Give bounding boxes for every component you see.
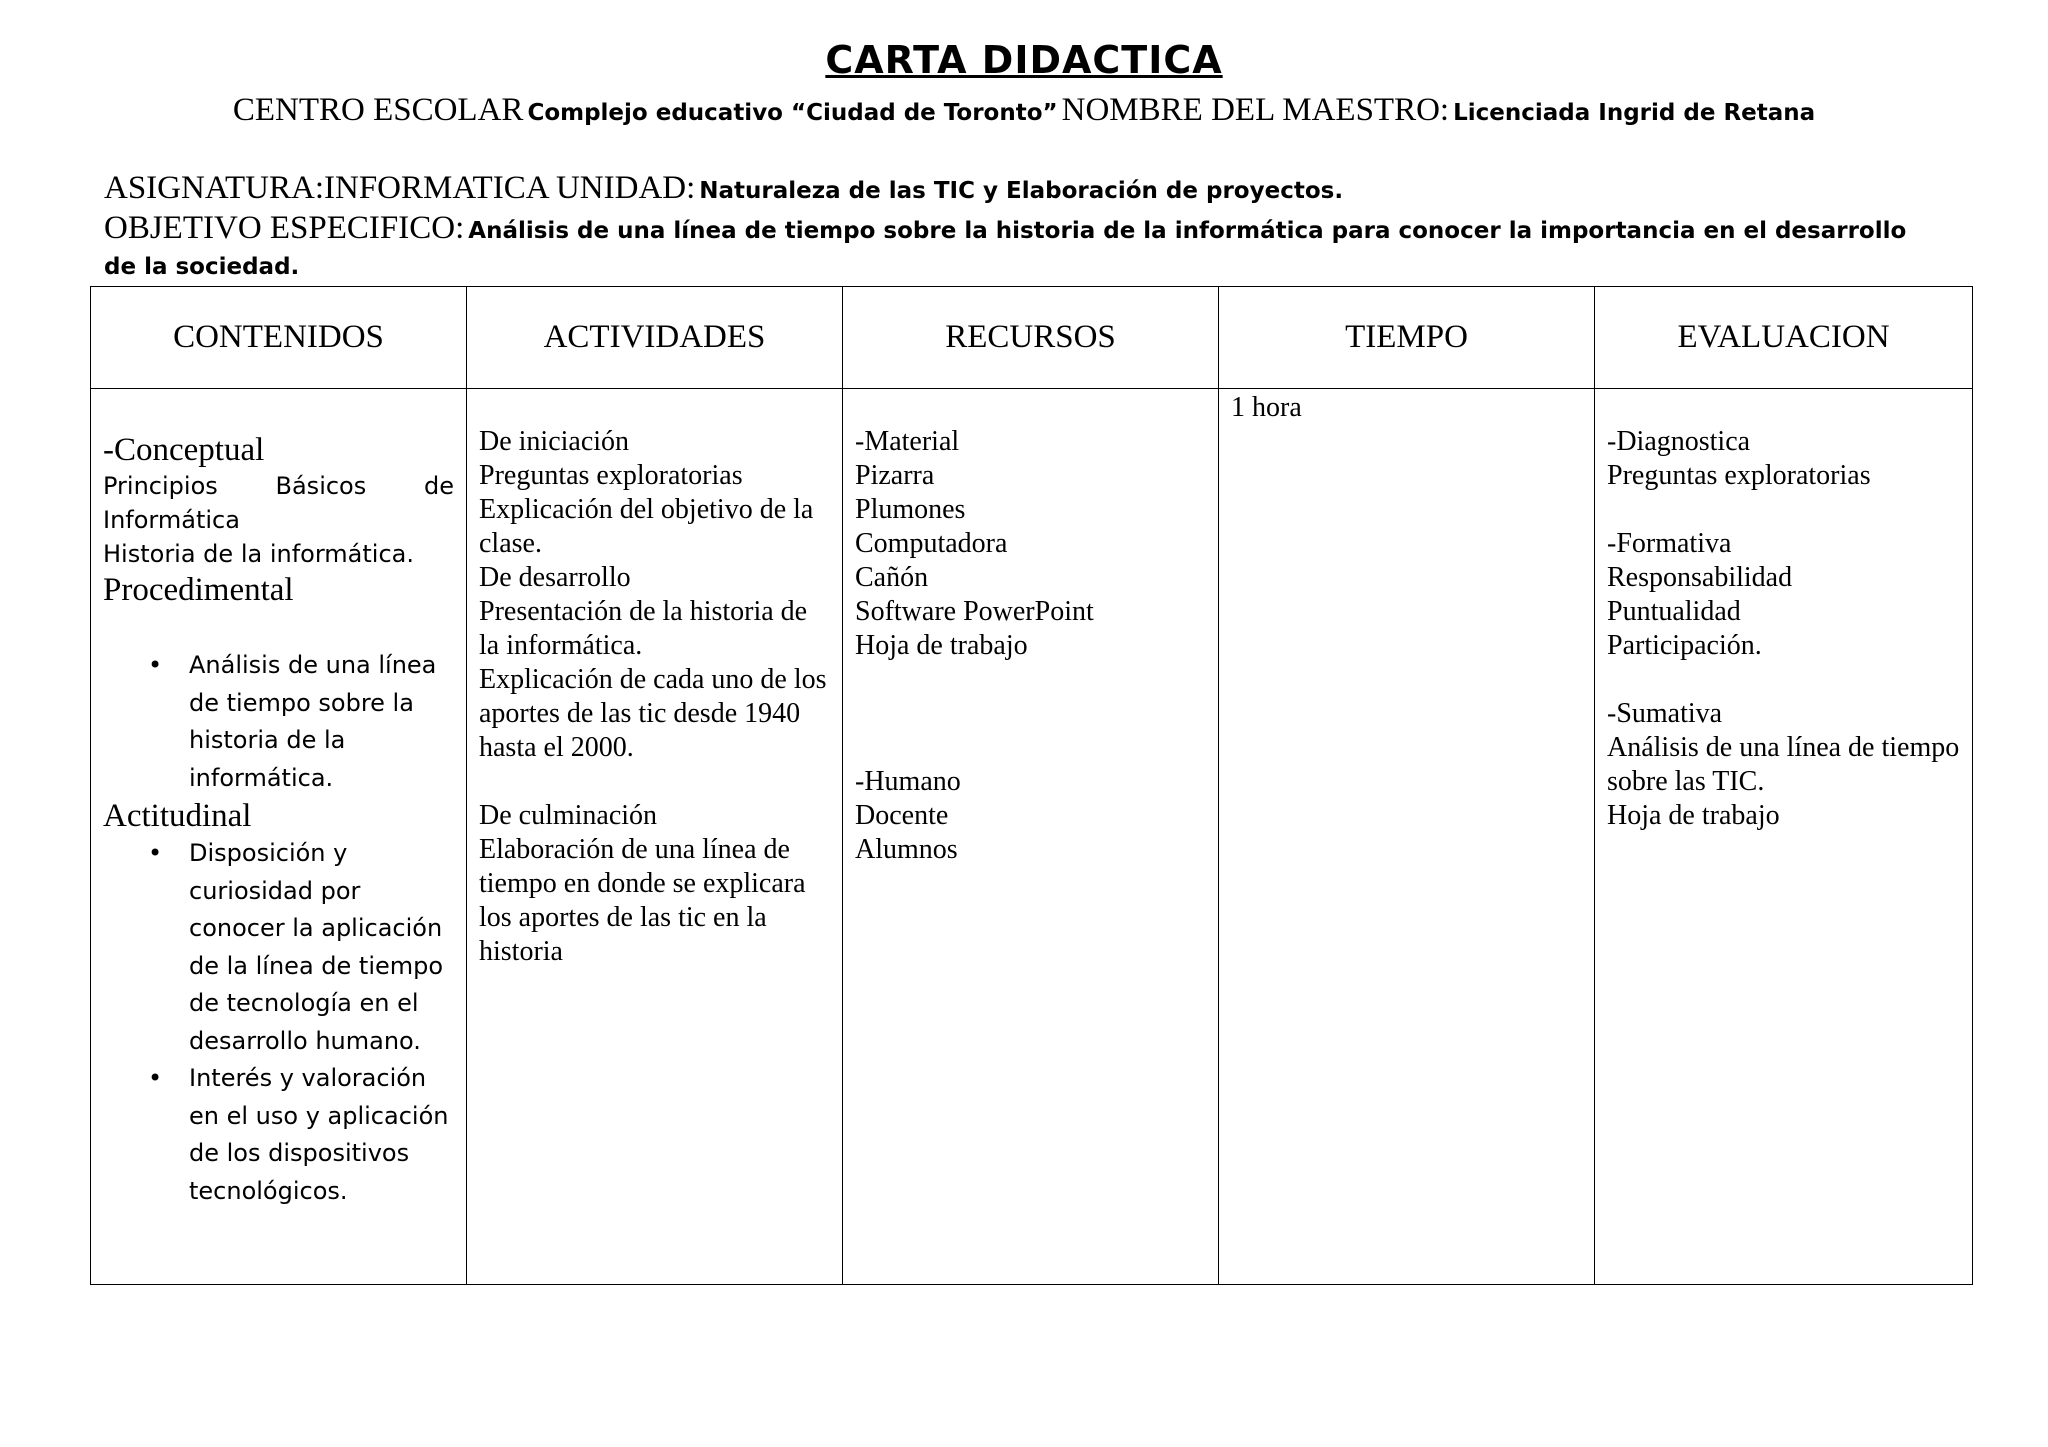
- procedimental-list: [103, 647, 454, 797]
- list-item: Participación.: [1607, 630, 1762, 661]
- iniciacion-heading: De iniciación: [479, 426, 630, 457]
- document-title: CARTA DIDACTICA: [825, 38, 1223, 82]
- asignatura-label: ASIGNATURA:INFORMATICA UNIDAD:: [104, 170, 696, 206]
- tiempo-value: 1 hora: [1231, 392, 1302, 423]
- bullet-icon: •: [148, 651, 163, 679]
- list-item: Computadora: [855, 528, 1008, 559]
- conceptual-line: Historia de la informática.: [103, 540, 414, 568]
- conceptual-line: Principios Básicos de: [103, 472, 454, 500]
- list-item: Plumones: [855, 494, 966, 525]
- list-item: Pizarra: [855, 460, 935, 491]
- list-item: Explicación de cada uno de los aportes de las tic desde 1940 hasta el 2000.: [479, 664, 827, 763]
- cell-actividades: [467, 389, 843, 1285]
- culminacion-heading: De culminación: [479, 800, 658, 831]
- bullet-icon: •: [148, 839, 163, 867]
- header-evaluacion: EVALUACION: [1595, 287, 1973, 389]
- list-item: Preguntas exploratorias: [1607, 460, 1871, 491]
- objetivo-value-cont: de la sociedad.: [104, 254, 300, 280]
- list-item: • Interés y valoración en el uso y aplicación de los dispositivos tecnológicos.: [189, 1060, 454, 1210]
- bullet-icon: •: [148, 1064, 163, 1092]
- actitudinal-heading: Actitudinal: [103, 798, 252, 834]
- centro-value: Complejo educativo “Ciudad de Toronto”: [527, 100, 1058, 126]
- school-teacher-line: [0, 92, 2048, 129]
- list-item: Análisis de una línea de tiempo sobre las TIC.: [1607, 732, 1960, 797]
- carta-table: [90, 286, 1973, 1285]
- table-header-row: [91, 287, 1973, 389]
- asignatura-line: [104, 170, 1343, 207]
- list-item: Software PowerPoint: [855, 596, 1094, 627]
- list-item: Responsabilidad: [1607, 562, 1793, 593]
- objetivo-label: OBJETIVO ESPECIFICO:: [104, 210, 465, 246]
- formativa-heading: -Formativa: [1607, 528, 1732, 559]
- list-item: Preguntas exploratorias: [479, 460, 743, 491]
- header-recursos: RECURSOS: [843, 287, 1219, 389]
- desarrollo-heading: De desarrollo: [479, 562, 631, 593]
- header-actividades: ACTIVIDADES: [467, 287, 843, 389]
- maestro-label: NOMBRE DEL MAESTRO:: [1061, 92, 1450, 128]
- list-item: Hoja de trabajo: [855, 630, 1028, 661]
- objetivo-line: [104, 210, 1906, 247]
- conceptual-heading: -Conceptual: [103, 432, 265, 468]
- list-item: Presentación de la historia de la informática.: [479, 596, 808, 661]
- list-item: • Disposición y curiosidad por conocer la aplicación de la línea de tiempo de tecnología en el desarrollo humano.: [189, 835, 454, 1060]
- list-item: Explicación del objetivo de la clase.: [479, 494, 814, 559]
- cell-tiempo: [1219, 389, 1595, 1285]
- table-row: [91, 389, 1973, 1285]
- cell-recursos: [843, 389, 1219, 1285]
- unidad-value: Naturaleza de las TIC y Elaboración de proyectos.: [699, 178, 1344, 204]
- list-item: Cañón: [855, 562, 929, 593]
- list-item: Hoja de trabajo: [1607, 800, 1780, 831]
- list-item: Docente: [855, 800, 949, 831]
- conceptual-line: Informática: [103, 506, 240, 534]
- objetivo-line-cont: [104, 254, 299, 280]
- header-tiempo: TIEMPO: [1219, 287, 1595, 389]
- list-item: Alumnos: [855, 834, 958, 865]
- list-item: • Análisis de una línea de tiempo sobre la historia de la informática.: [189, 647, 454, 797]
- header-contenidos: CONTENIDOS: [91, 287, 467, 389]
- actitudinal-list: [103, 835, 454, 1210]
- maestro-value: Licenciada Ingrid de Retana: [1453, 100, 1816, 126]
- cell-contenidos: [91, 389, 467, 1285]
- objetivo-value: Análisis de una línea de tiempo sobre la historia de la informática para conocer la importancia en el desarrollo: [468, 218, 1907, 244]
- diagnostica-heading: -Diagnostica: [1607, 426, 1751, 457]
- sumativa-heading: -Sumativa: [1607, 698, 1723, 729]
- material-heading: -Material: [855, 426, 960, 457]
- list-item: Puntualidad: [1607, 596, 1741, 627]
- humano-heading: -Humano: [855, 766, 961, 797]
- cell-evaluacion: [1595, 389, 1973, 1285]
- procedimental-heading: Procedimental: [103, 572, 294, 608]
- centro-label: CENTRO ESCOLAR: [232, 92, 524, 128]
- list-item: Elaboración de una línea de tiempo en donde se explicara los aportes de las tic en la historia: [479, 834, 806, 967]
